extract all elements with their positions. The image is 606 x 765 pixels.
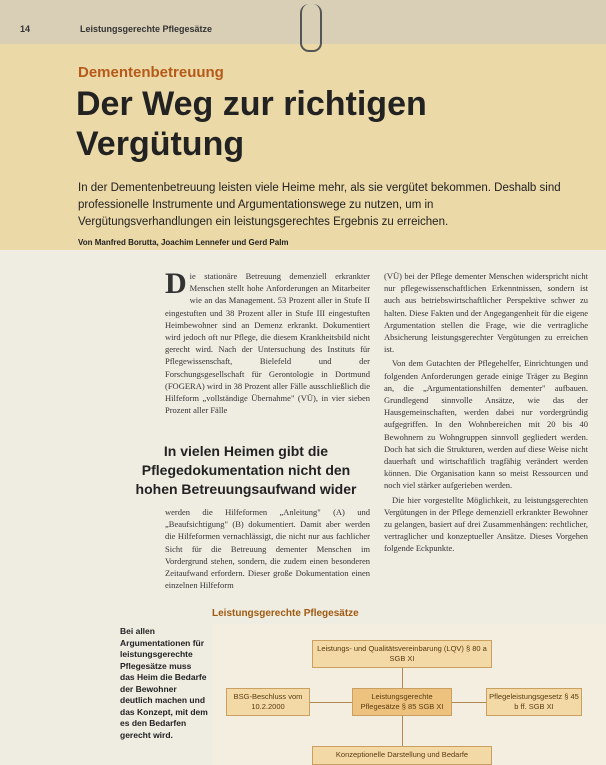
figure-title: Leistungsgerechte Pflegesätze (212, 608, 359, 619)
body-paragraph: Von dem Gutachten der Pflegehelfer, Einrichtungen und folgenden Anforderungen gerade einige Träger zu Beginn an, die „Argumentationshilfen dementer" aufbauen. Grundlegend sinnvolle Ansätze, wie das der Hausgemeinschaften, werden dabei nur vordergründig aufgegriffen. In den Wohnbereichen mit 20 bis 40 Bewohnern zu Wohngruppen sinnvoll gegliedert werden. Doch hat sich die Strukturen, werden auf diese Weise nicht dauerhaft und wirtschaftlich tragfähig verändert werden können. Die Organisation kann so meist Ressourcen und noch viel stärker aufgerieben werden. (384, 358, 588, 491)
box-konzept: Konzeptionelle Darstellung und Bedarfe (312, 746, 492, 765)
body-column-left-top (165, 267, 370, 418)
body-paragraph: werden die Hilfeformen „Anleitung" (A) und „Beaufsichtigung" (B) dokumentiert. Damit aber werden die Hilfeformen vernachlässigt, die nicht nur aus fachlicher Sicht für die Betreuung dementer Menschen im Vordergrund stehen, sondern, die zudem einen besonderen Zeitaufwand erfordern. Dieser große Dokumentation einen einzelnen Hilfeform (165, 507, 370, 591)
running-title: Leistungsgerechte Pflegesätze (80, 24, 213, 34)
article-kicker: Dementenbetreuung (78, 64, 224, 81)
body-paragraph: (VÜ) bei der Pflege dementer Menschen widerspricht nicht nur pflegewissenschaftlichen Erkenntnissen, sondern ist auch aus betriebswirtschaftlicher Perspektive schwer zu halten. Diese Fakten und der Angegangenheit für die eigene Argumentation stellen die Frage, wie die vertragliche Absicherung leistungsgerechter Vergütungen zu erreichen ist. (384, 271, 588, 355)
box-lqv: Leistungs- und Qualitätsvereinbarung (LQV) § 80 a SGB XI (312, 640, 492, 668)
drop-cap: D (165, 267, 187, 300)
article-byline: Von Manfred Borutta, Joachim Lennefer und Gerd Palm (78, 238, 289, 247)
body-column-left-bottom (165, 506, 370, 593)
article-headline: Der Weg zur richtigen Vergütung (76, 85, 427, 163)
connector-top (402, 668, 403, 688)
pull-quote: In vielen Heimen gibt die Pflegedokumentation nicht den hohen Betreuungsaufwand wider (135, 443, 357, 497)
figure-caption: Bei allen Argumentationen für leistungsgerechte Pflegesätze muss das Heim die Bedarfe der Bewohner deutlich machen und das Konzept, mit dem es den Bedarfen gerecht wird. (120, 626, 208, 740)
body-paragraph: ie stationäre Betreuung demenziell erkrankter Menschen stellt hohe Anforderungen an Mitarbeiter wie an das Management. 53 Prozent aller in Stufe II eingestuften und 38 Prozent aller in Stufe III eingestuften Heimbewohner sind an Demenz erkrankt. Dokumentiert wird jedoch oft nur Pflege, die diesem Krankheitsbild nicht gerecht wird. Nach der Untersuchung des Instituts für Pflegewissenschaft, Bielefeld und der Forschungsgesellschaft für Gerontologie in Dortmund (FOGERA) wird in 38 Prozent aller Fälle ausschließlich die Hilfeform „vollständige Übernahme" (VÜ), in vier sieben Prozent aller Fälle (165, 271, 370, 416)
article-lead: In der Dementenbetreuung leisten viele Heime mehr, als sie vergütet bekommen. Deshalb sind professionelle Instrumente und Argumentationswege zu nutzen, um in Vergütungsverhandlungen ein leistungsgerechtes Ergebnis zu erreichen. (78, 182, 561, 228)
body-paragraph: Die hier vorgestellte Möglichkeit, zu leistungsgerechten Vergütungen in der Pflege demenziell erkrankter Bewohner zu gelangen, basiert auf drei Zusammenhängen: rechtlicher, vertraglicher und konzeptueller Ansätze. Dieses Vorgehen folgende Eckpunkte. (384, 494, 588, 554)
flow-diagram (212, 624, 606, 765)
connector-right (452, 702, 486, 703)
page-number: 14 (20, 24, 31, 34)
paperclip-icon (300, 4, 322, 52)
connector-left (310, 702, 352, 703)
box-pflegeleistungsgesetz: Pflegeleistungsgesetz § 45 b ff. SGB XI (486, 688, 582, 716)
box-bsg: BSG-Beschluss vom 10.2.2000 (226, 688, 310, 716)
connector-bottom (402, 716, 403, 746)
body-column-right (384, 270, 588, 557)
box-pflegesaetze: Leistungsgerechte Pflegesätze § 85 SGB XI (352, 688, 452, 716)
